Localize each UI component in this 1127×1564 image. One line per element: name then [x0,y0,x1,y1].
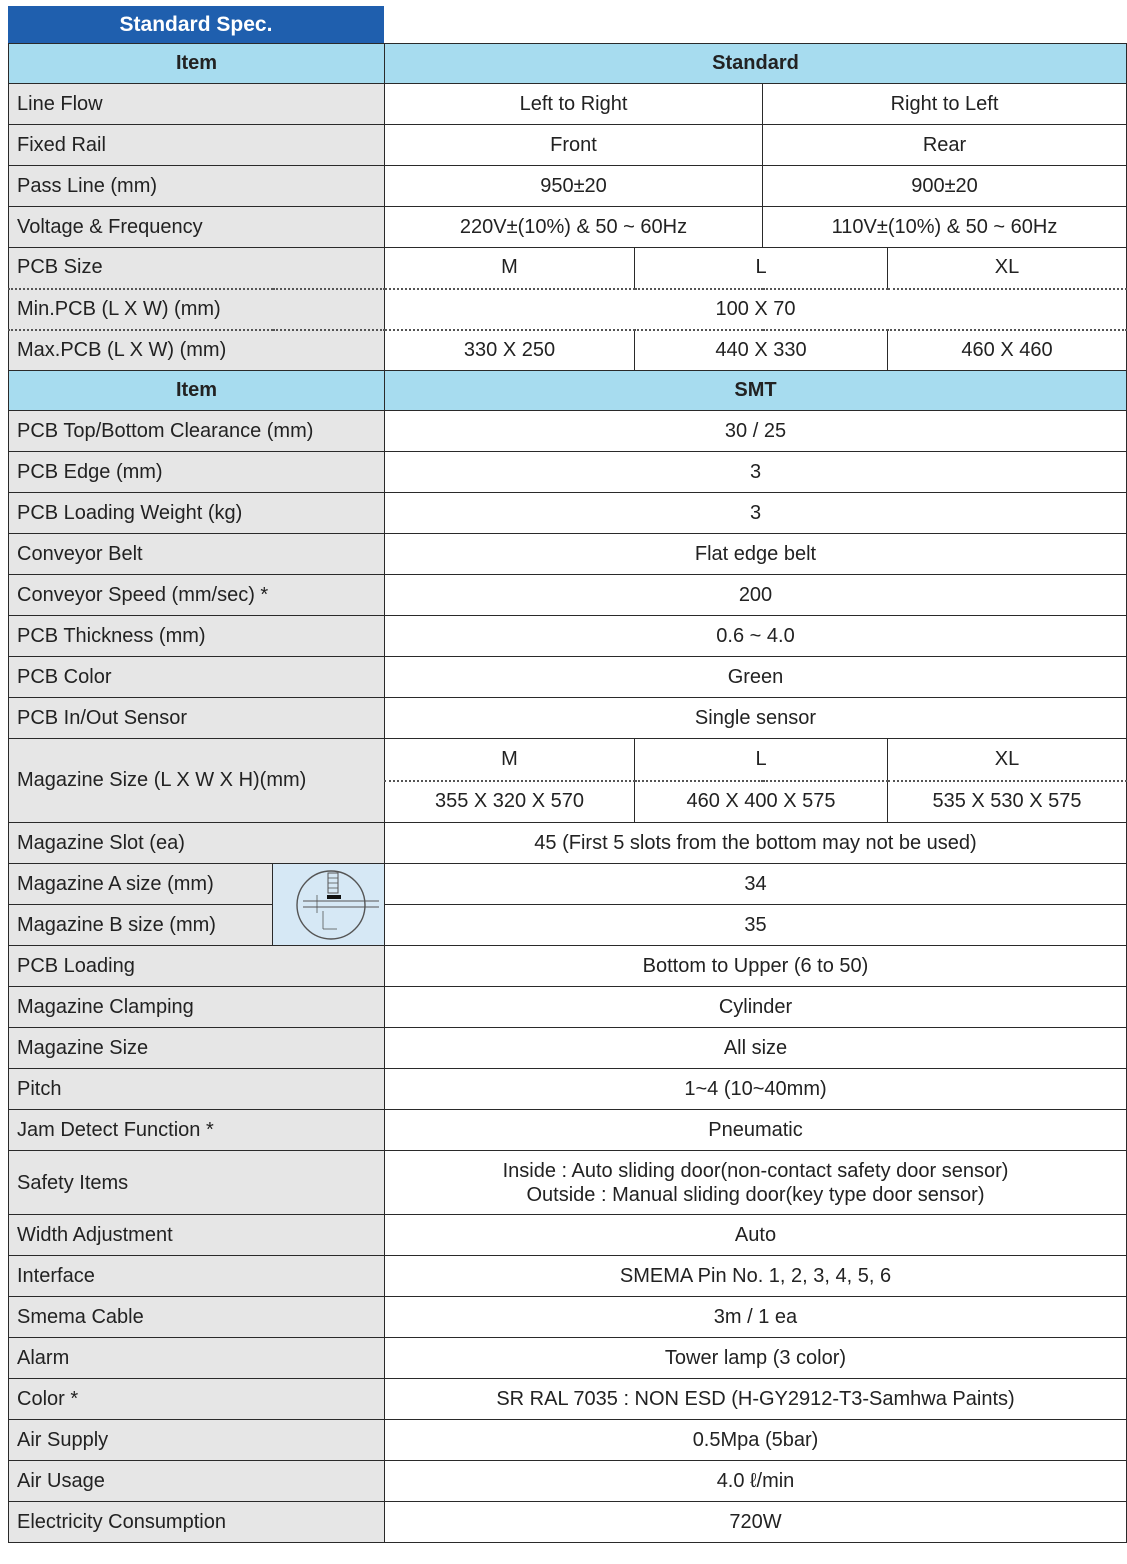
row-label: Smema Cable [9,1297,385,1338]
row-value: 3 [385,493,1127,534]
row-label: PCB Edge (mm) [9,452,385,493]
row-value: 220V±(10%) & 50 ~ 60Hz [385,207,763,248]
row-label: Electricity Consumption [9,1502,385,1543]
table-row [9,1338,1127,1379]
table-row [9,1461,1127,1502]
spec-table [8,43,1127,1543]
table-row [9,125,1127,166]
row-value: Right to Left [763,84,1127,125]
row-value: 460 X 460 [888,330,1127,371]
row-value: 720W [385,1502,1127,1543]
row-value: XL [888,739,1127,781]
row-value: Left to Right [385,84,763,125]
row-label: Air Supply [9,1420,385,1461]
row-value: 110V±(10%) & 50 ~ 60Hz [763,207,1127,248]
row-value: 355 X 320 X 570 [385,781,635,823]
spec-tab-title: Standard Spec. [8,6,384,43]
row-label: Max.PCB (L X W) (mm) [9,330,385,371]
row-label: Width Adjustment [9,1215,385,1256]
row-value: M [385,739,635,781]
row-value: 3m / 1 ea [385,1297,1127,1338]
table-row [9,248,1127,289]
row-value: L [635,739,888,781]
row-label: Magazine Size [9,1028,385,1069]
magazine-diagram [273,864,385,946]
table-row [9,493,1127,534]
table-row [9,1420,1127,1461]
table-row [9,166,1127,207]
row-value: Rear [763,125,1127,166]
row-label: Interface [9,1256,385,1297]
row-value: 950±20 [385,166,763,207]
row-label: Magazine Slot (ea) [9,823,385,864]
table-row [9,1297,1127,1338]
row-value: Bottom to Upper (6 to 50) [385,946,1127,987]
row-label: Magazine Clamping [9,987,385,1028]
row-label: PCB Top/Bottom Clearance (mm) [9,411,385,452]
row-value: Green [385,657,1127,698]
row-label: Color * [9,1379,385,1420]
standard-header-row [9,44,1127,84]
row-label: Alarm [9,1338,385,1379]
row-label: Air Usage [9,1461,385,1502]
row-value: 900±20 [763,166,1127,207]
table-row [9,616,1127,657]
row-value: 535 X 530 X 575 [888,781,1127,823]
row-value: M [385,248,635,289]
row-value: Single sensor [385,698,1127,739]
row-value: 3 [385,452,1127,493]
row-label: Min.PCB (L X W) (mm) [9,289,385,330]
smt-header-row [9,371,1127,411]
row-value: 460 X 400 X 575 [635,781,888,823]
table-row [9,84,1127,125]
row-label: Magazine A size (mm) [9,864,273,905]
table-row [9,575,1127,616]
row-label: PCB Thickness (mm) [9,616,385,657]
table-row [9,411,1127,452]
table-row [9,452,1127,493]
row-label: Pass Line (mm) [9,166,385,207]
header-item: Item [9,44,385,84]
row-label: Magazine B size (mm) [9,905,273,946]
row-value: Auto [385,1215,1127,1256]
safety-line-inside: Inside : Auto sliding door(non-contact safety door sensor) [502,1159,1009,1182]
table-row [9,1151,1127,1215]
table-row [9,905,1127,946]
row-value: All size [385,1028,1127,1069]
row-value: 330 X 250 [385,330,635,371]
row-value: Front [385,125,763,166]
row-value: L [635,248,888,289]
row-value: 200 [385,575,1127,616]
row-label: PCB Loading [9,946,385,987]
table-row [9,1110,1127,1151]
row-value: SR RAL 7035 : NON ESD (H-GY2912-T3-Samhwa Paints) [385,1379,1127,1420]
table-row [9,207,1127,248]
table-row [9,864,1127,905]
row-label: Line Flow [9,84,385,125]
header-smt: SMT [385,371,1127,411]
table-row [9,1379,1127,1420]
table-row [9,289,1127,330]
row-label: PCB Loading Weight (kg) [9,493,385,534]
row-value: 45 (First 5 slots from the bottom may not be used) [385,823,1127,864]
table-row [9,823,1127,864]
magazine-ab-diagram-icon [281,867,381,943]
row-value: XL [888,248,1127,289]
row-label: Fixed Rail [9,125,385,166]
table-row [9,698,1127,739]
header-standard: Standard [385,44,1127,84]
row-value: 34 [385,864,1127,905]
table-row [9,1069,1127,1110]
row-value: 30 / 25 [385,411,1127,452]
row-value: 4.0 ℓ/min [385,1461,1127,1502]
row-label: Conveyor Speed (mm/sec) * [9,575,385,616]
row-label: PCB Size [9,248,385,289]
table-row [9,946,1127,987]
row-value: 1~4 (10~40mm) [385,1069,1127,1110]
row-label: Safety Items [9,1151,385,1215]
row-label: Conveyor Belt [9,534,385,575]
row-label: PCB Color [9,657,385,698]
row-value: SMEMA Pin No. 1, 2, 3, 4, 5, 6 [385,1256,1127,1297]
row-label: Pitch [9,1069,385,1110]
table-row [9,739,1127,781]
row-value: Cylinder [385,987,1127,1028]
table-row [9,1028,1127,1069]
row-label: PCB In/Out Sensor [9,698,385,739]
table-row [9,657,1127,698]
row-value: Tower lamp (3 color) [385,1338,1127,1379]
header-item: Item [9,371,385,411]
row-value: Pneumatic [385,1110,1127,1151]
row-label: Magazine Size (L X W X H)(mm) [9,739,385,823]
row-value: 100 X 70 [385,289,1127,330]
table-row [9,330,1127,371]
table-row [9,1256,1127,1297]
row-value: 440 X 330 [635,330,888,371]
row-label: Voltage & Frequency [9,207,385,248]
table-row [9,1502,1127,1543]
row-value: 35 [385,905,1127,946]
row-value: 0.5Mpa (5bar) [385,1420,1127,1461]
table-row [9,1215,1127,1256]
table-row [9,534,1127,575]
row-value [385,1151,1127,1215]
row-label: Jam Detect Function * [9,1110,385,1151]
table-row [9,987,1127,1028]
row-value: 0.6 ~ 4.0 [385,616,1127,657]
safety-line-outside: Outside : Manual sliding door(key type door sensor) [526,1183,985,1206]
row-value: Flat edge belt [385,534,1127,575]
